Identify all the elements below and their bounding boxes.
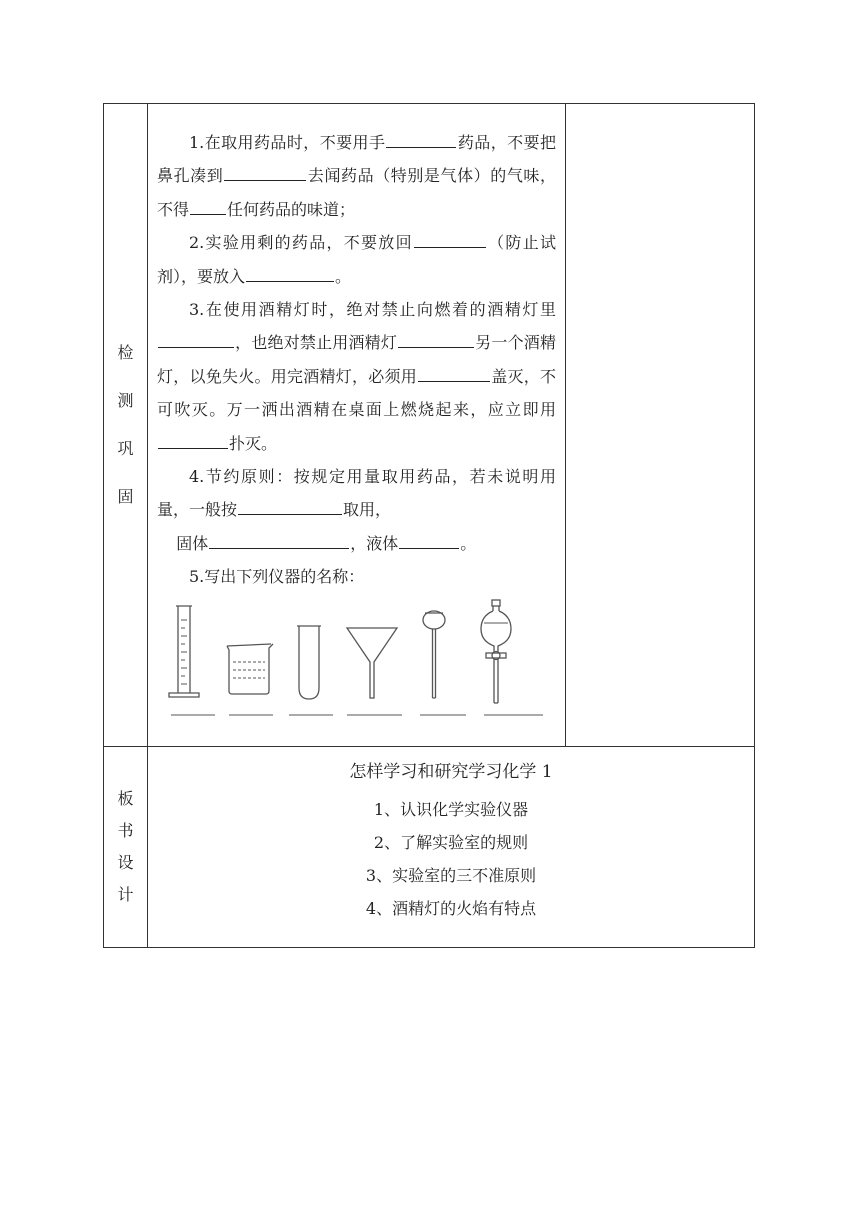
check-row — [104, 104, 755, 747]
board-design-cell — [148, 746, 755, 947]
instrument-figure — [157, 598, 556, 726]
board-label-char: 板 — [117, 788, 134, 808]
graduated-cylinder-icon — [169, 606, 199, 697]
board-item: 4、酒精灯的火焰有特点 — [365, 898, 537, 918]
check-label-char: 巩 — [117, 438, 134, 458]
question-3: 3.在使用酒精灯时，绝对禁止向燃着的酒精灯里，也绝对禁止用酒精灯 另一个酒精灯，以免失火。用完酒精灯，必须用 盖灭，不可吹灭。万一洒出酒精在桌面上燃烧起来，应立即用扑灭。 — [157, 300, 556, 453]
answer-blank[interactable] — [246, 265, 334, 282]
answer-blank[interactable] — [158, 331, 234, 348]
check-label-char: 检 — [117, 342, 134, 362]
instrument-drawing — [157, 598, 557, 726]
check-label-char: 固 — [117, 486, 134, 506]
board-label — [104, 783, 147, 911]
question-2: 2.实验用剩的药品，不要放回 （防止试剂），要放入 。 — [157, 233, 556, 286]
answer-blank[interactable] — [190, 198, 226, 215]
board-label-char: 计 — [117, 884, 134, 904]
notes-cell — [566, 104, 755, 747]
question-4-continued: 固体 ，液体 。 — [176, 533, 477, 553]
answer-blank[interactable] — [209, 532, 349, 549]
answer-blank[interactable] — [386, 131, 456, 148]
check-label — [104, 329, 147, 521]
question-1: 1.在取用药品时，不要用手 药品，不要把鼻孔凑到 去闻药品（特别是气体）的气味，不得 任何药品的味道； — [157, 133, 556, 219]
answer-blank[interactable] — [399, 532, 459, 549]
exercise-content — [148, 104, 565, 746]
answer-blank[interactable] — [158, 432, 228, 449]
check-label-char: 测 — [117, 390, 134, 410]
test-tube-icon — [297, 626, 321, 699]
answer-blank[interactable] — [418, 365, 490, 382]
check-label-cell — [104, 104, 148, 747]
question-4: 4.节约原则：按规定用量取用药品，若未说明用量，一般按 取用， — [157, 467, 556, 520]
funnel-icon — [347, 628, 397, 698]
lesson-plan-table — [103, 103, 755, 948]
board-label-char: 书 — [117, 820, 134, 840]
exercise-cell — [148, 104, 566, 747]
board-title: 怎样学习和研究学习化学 1 — [349, 761, 553, 782]
question-5: 5.写出下列仪器的名称： — [189, 567, 365, 587]
board-item: 2、了解实验室的规则 — [373, 832, 529, 852]
board-item: 1、认识化学实验仪器 — [373, 799, 529, 819]
separatory-funnel-icon — [481, 600, 511, 703]
answer-blank[interactable] — [414, 231, 486, 248]
board-label-char: 设 — [117, 852, 134, 872]
beaker-icon — [227, 644, 273, 694]
board-label-cell — [104, 746, 148, 947]
board-design — [148, 747, 754, 947]
answer-blank[interactable] — [238, 498, 342, 515]
round-bottom-funnel-icon — [423, 611, 445, 698]
answer-blank[interactable] — [398, 331, 474, 348]
answer-blank[interactable] — [224, 164, 306, 181]
board-row — [104, 746, 755, 947]
board-item: 3、实验室的三不准原则 — [365, 865, 537, 885]
